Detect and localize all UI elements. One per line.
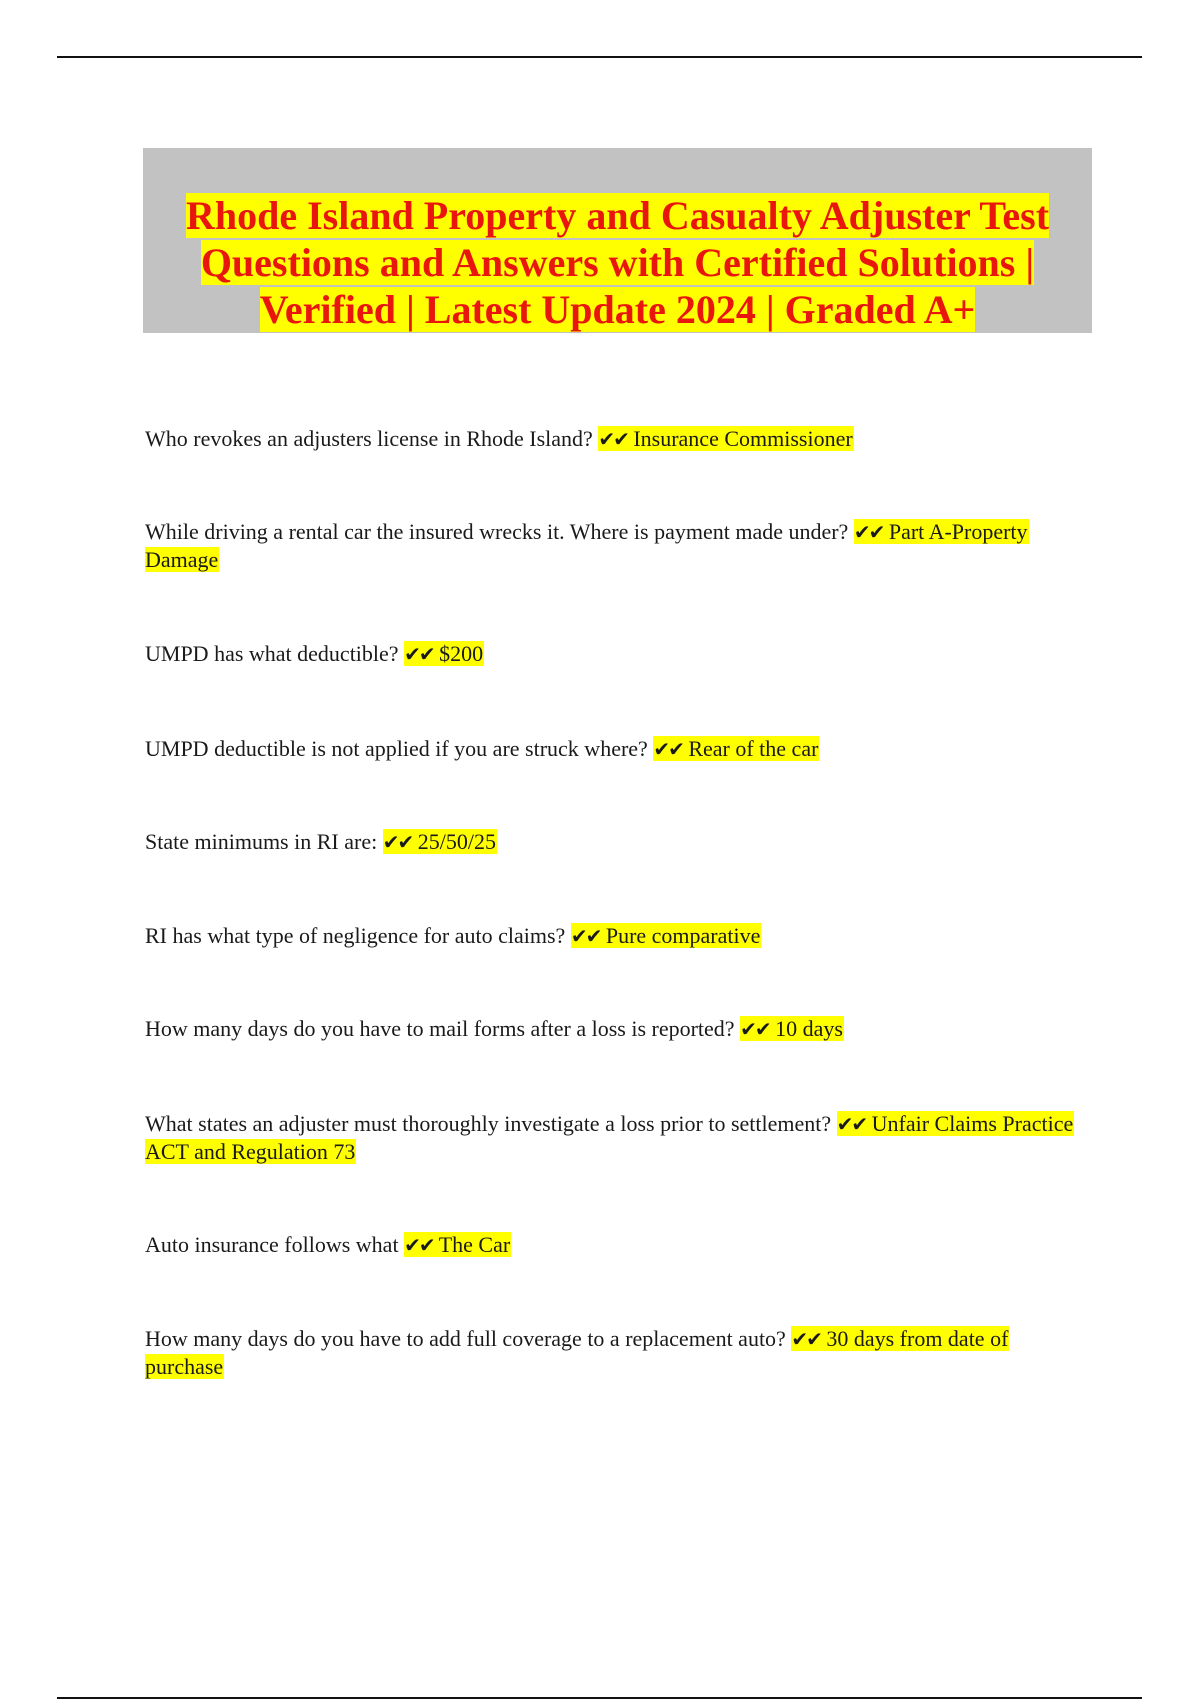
- double-check-icon: ✔✔: [404, 1233, 434, 1257]
- qa-item-7: [145, 1015, 1080, 1043]
- question-text: Who revokes an adjusters license in Rhode Island?: [145, 426, 593, 451]
- double-check-icon: ✔✔: [382, 830, 413, 854]
- answer-value: Pure comparative: [605, 923, 761, 948]
- answer-value: Part A-Property Damage: [145, 519, 1028, 572]
- title-banner: [143, 148, 1092, 333]
- answer-value: 25/50/25: [417, 829, 496, 854]
- double-check-icon: ✔✔: [404, 642, 434, 666]
- double-check-icon: ✔✔: [570, 924, 601, 948]
- top-rule: [57, 56, 1142, 58]
- answer-value: $200: [439, 641, 484, 666]
- question-text: What states an adjuster must thoroughly investigate a loss prior to settlement?: [145, 1111, 832, 1136]
- question-text: RI has what type of negligence for auto claims?: [145, 923, 566, 948]
- answer-value: Rear of the car: [688, 736, 819, 761]
- answer-text: [740, 1016, 844, 1041]
- question-text: How many days do you have to add full coverage to a replacement auto?: [145, 1326, 786, 1351]
- answer-value: 30 days from date of purchase: [145, 1326, 1009, 1379]
- double-check-icon: ✔✔: [740, 1017, 770, 1041]
- answer-text: [404, 641, 484, 666]
- qa-item-6: [145, 922, 1080, 950]
- qa-item-1: [145, 425, 1080, 453]
- answer-text: [383, 829, 497, 854]
- double-check-icon: ✔✔: [853, 520, 884, 544]
- document-title-text: Rhode Island Property and Casualty Adjuster Test Questions and Answers with Certified Solutions | Verified | Latest Update 2024 | Graded A+: [185, 193, 1050, 332]
- answer-text: [571, 923, 762, 948]
- qa-item-9: [145, 1231, 1080, 1259]
- question-text: How many days do you have to mail forms after a loss is reported?: [145, 1016, 735, 1041]
- answer-text: [653, 736, 819, 761]
- question-text: UMPD has what deductible?: [145, 641, 399, 666]
- answer-value: Insurance Commissioner: [633, 426, 853, 451]
- qa-item-10: [145, 1325, 1080, 1381]
- bottom-rule: [57, 1697, 1142, 1699]
- double-check-icon: ✔✔: [791, 1327, 821, 1351]
- answer-value: 10 days: [775, 1016, 843, 1041]
- qa-item-4: [145, 735, 1080, 763]
- double-check-icon: ✔✔: [598, 427, 628, 451]
- answer-value: Unfair Claims Practice ACT and Regulation 73: [145, 1111, 1074, 1164]
- qa-item-8: [145, 1110, 1080, 1166]
- qa-item-3: [145, 640, 1080, 668]
- answer-value: The Car: [438, 1232, 511, 1257]
- question-text: State minimums in RI are:: [145, 829, 378, 854]
- qa-item-5: [145, 828, 1080, 856]
- qa-item-2: [145, 518, 1080, 574]
- document-title: [143, 192, 1092, 333]
- double-check-icon: ✔✔: [653, 737, 683, 761]
- double-check-icon: ✔✔: [836, 1112, 867, 1136]
- question-text: Auto insurance follows what: [145, 1232, 399, 1257]
- question-text: UMPD deductible is not applied if you are struck where?: [145, 736, 648, 761]
- answer-text: [404, 1232, 511, 1257]
- answer-text: [598, 426, 853, 451]
- question-text: While driving a rental car the insured wrecks it. Where is payment made under?: [145, 519, 849, 544]
